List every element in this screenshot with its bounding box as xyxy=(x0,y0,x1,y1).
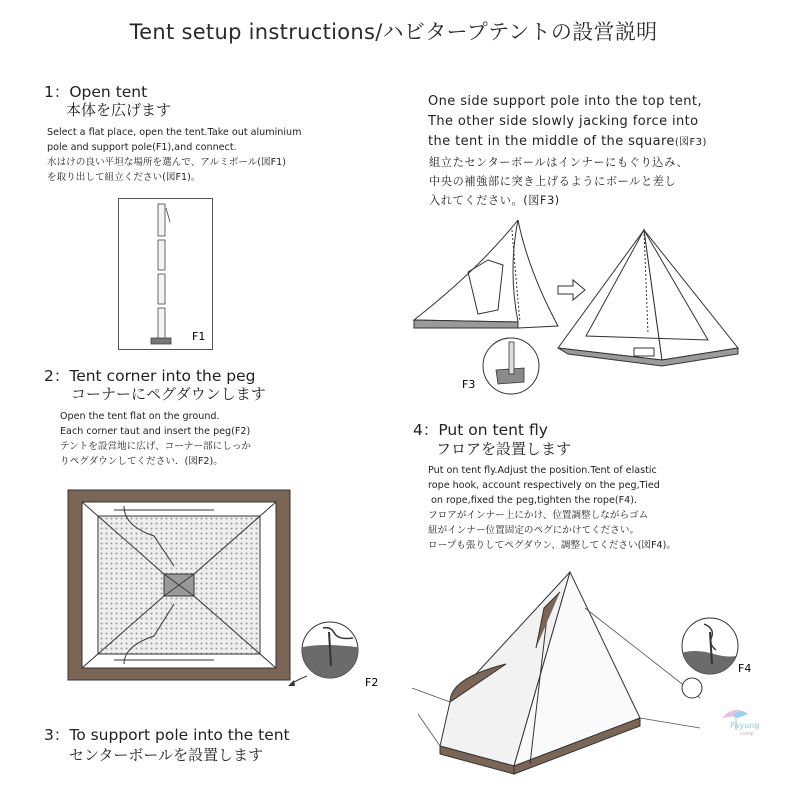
step1-line: Select a flat place, open the tent.Take out aluminium xyxy=(47,127,302,138)
step4-heading-jp: フロアを設置します xyxy=(436,440,572,458)
figure-f1 xyxy=(118,198,213,350)
pole-base-icon xyxy=(509,342,514,374)
step3-line: One side support pole into the top tent, xyxy=(428,94,702,109)
step3-line: the tent in the middle of the square(図F3) xyxy=(428,134,707,149)
step4-line: 紐がインナー位置固定のペグにかけてください。 xyxy=(428,525,640,536)
figure-f1-label: F1 xyxy=(192,330,206,343)
step3-text-jp xyxy=(429,153,769,210)
step4-line: ロープも張りしてペグダウン、調整してください(図F4)。 xyxy=(428,540,676,551)
step1-line: pole and support pole(F1),and connect. xyxy=(47,142,237,153)
step3-line: The other side slowly jacking force into xyxy=(428,114,699,129)
step1-text xyxy=(47,125,377,185)
step4-heading: 4：Put on tent fly xyxy=(413,421,548,439)
watermark-sub: camp xyxy=(740,731,754,737)
tent-fly xyxy=(440,572,640,774)
figure-f2-detail xyxy=(283,618,383,698)
step2-heading-jp: コーナーにペグダウンします xyxy=(71,385,266,403)
figure-f2 xyxy=(64,486,294,684)
step2-line: Each corner taut and insert the peg(F2) xyxy=(60,426,251,437)
watermark-text: Payung xyxy=(730,721,760,730)
step4-line: Put on tent fly.Adjust the position.Tent of elastic xyxy=(428,465,657,476)
step2-line: テントを設営地に広げ、コーナー部にしっか xyxy=(60,441,252,452)
figure-f4 xyxy=(410,568,710,782)
step3-text-en xyxy=(428,92,768,153)
step2-line: Open the tent flat on the ground. xyxy=(60,411,220,422)
step4-line: フロアがインナー上にかけ、位置調整しながらゴム xyxy=(428,510,649,521)
figure-f2-label: F2 xyxy=(365,676,379,689)
arrow-right-icon xyxy=(558,280,585,300)
step1-line: を取り出して組立ください(図F1)。 xyxy=(47,172,201,183)
step2-line: りペグダウンしてください．(図F2)。 xyxy=(60,456,223,467)
step2-text xyxy=(60,409,380,469)
step3-line-jp: 中央の補強部に突き上げるようにボールと差し xyxy=(429,175,677,188)
step3-heading-jp: センターボールを設置します xyxy=(69,746,264,764)
figure-f1-frame xyxy=(119,199,213,350)
watermark-logo xyxy=(712,704,772,740)
figure-f3-detail xyxy=(458,334,558,404)
step4-line: on rope,fixed the peg,tighten the rope(F4). xyxy=(428,495,638,506)
step2-heading: 2：Tent corner into the peg xyxy=(44,367,256,385)
figure-f4-label: F4 xyxy=(738,662,752,675)
pole-icon xyxy=(151,204,171,344)
page-title: Tent setup instructions/ハビタープテントの設営説明 xyxy=(129,20,658,44)
figure-f3-label: F3 xyxy=(462,378,476,391)
step3-heading: 3：To support pole into the tent xyxy=(44,726,290,744)
step1-heading: 1：Open tent xyxy=(44,83,148,101)
step1-heading-jp: 本体を広げます xyxy=(66,101,172,119)
figure-f4-detail xyxy=(674,614,764,704)
step3-line-jp: 組立たセンターボールはインナーにもぐり込み、 xyxy=(429,156,689,169)
step4-line: rope hook, account respectively on the peg,Tied xyxy=(428,480,660,491)
tent-pitched xyxy=(558,230,738,366)
tent-collapsed xyxy=(414,220,558,328)
step3-line-jp: 入れてください。(図F3) xyxy=(429,194,560,207)
step1-line: 水はけの良い平坦な場所を選んで、アルミポール(図F1) xyxy=(47,157,286,168)
step4-text xyxy=(428,463,768,553)
